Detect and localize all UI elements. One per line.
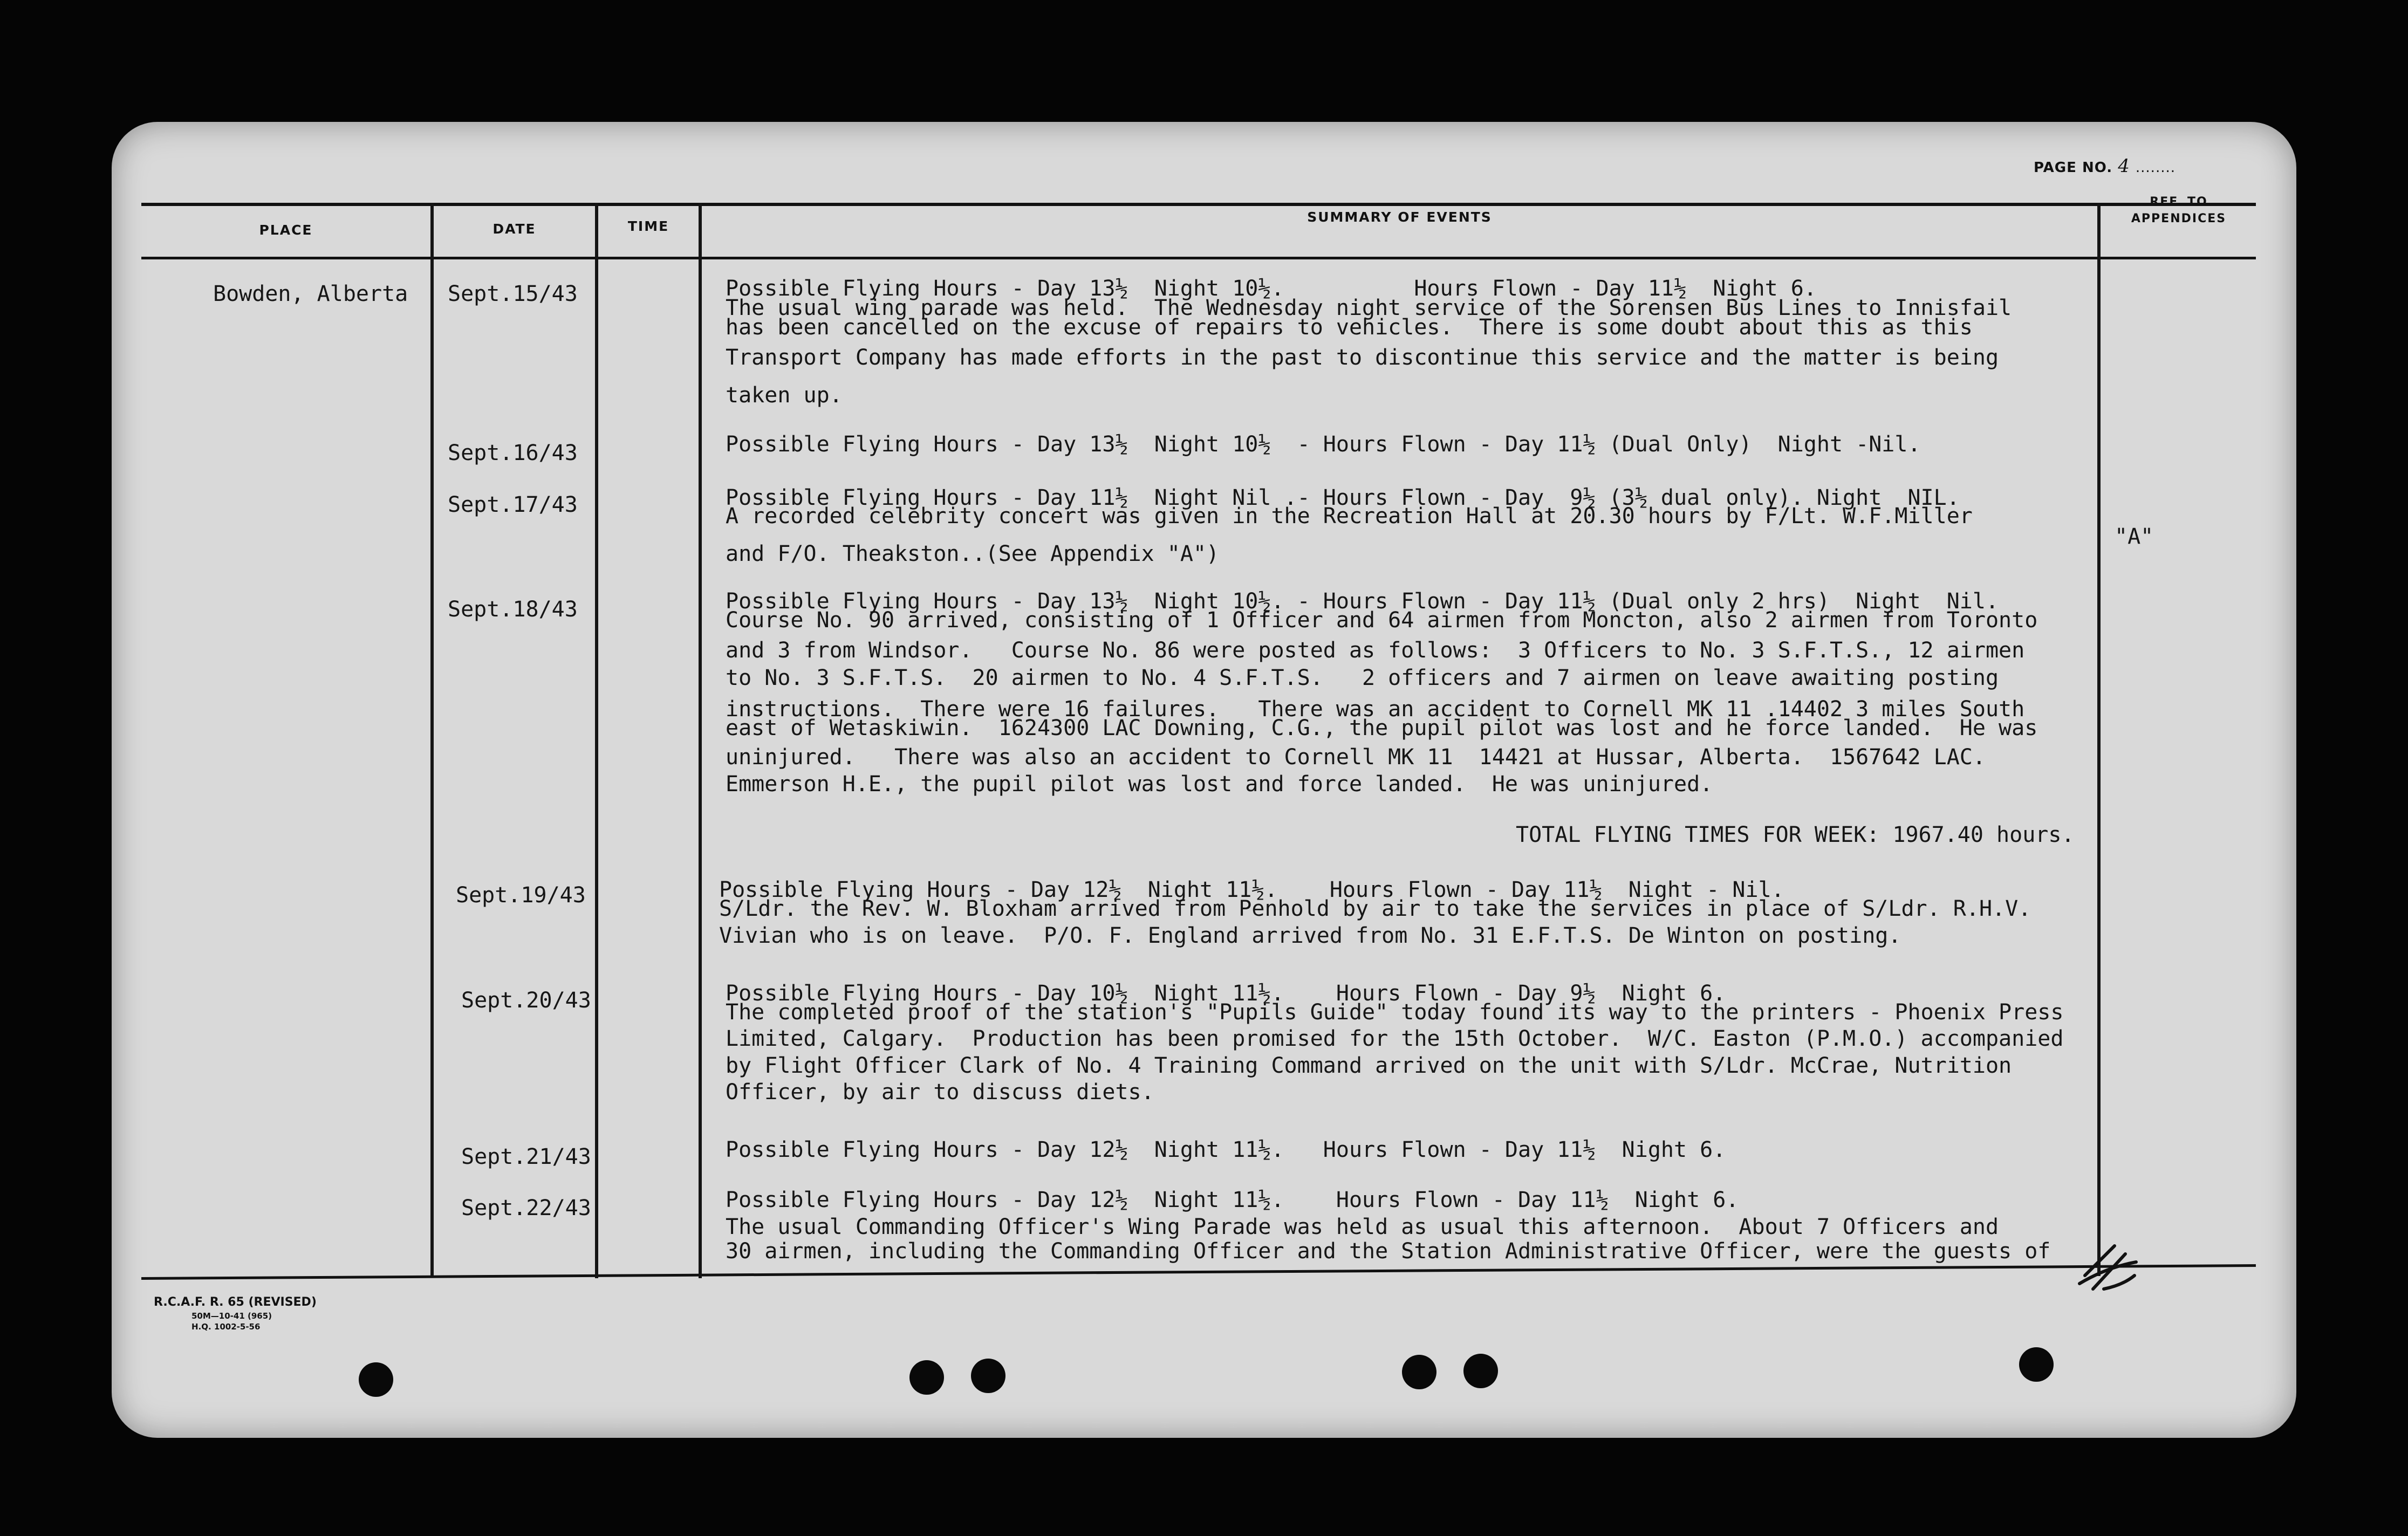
date-cell: Sept.15/43 [448,282,578,306]
header-date: DATE [492,221,536,237]
entry-line: to No. 3 S.F.T.S. 20 airmen to No. 4 S.F.T.S. 2 officers and 7 airmen on leave awaiting posting [726,666,1999,690]
entry-line: Transport Company has made efforts in the past to discontinue this service and the matter is being [726,345,1999,370]
entry-line: has been cancelled on the excuse of repairs to vehicles. There is some doubt about this as this [726,315,1973,340]
entry-line: Possible Flying Hours - Day 13½ Night 10½ - Hours Flown - Day 11½ (Dual Only) Night -Nil. [726,432,1921,457]
header-summary: SUMMARY OF EVENTS [1307,209,1492,225]
weekly-total: TOTAL FLYING TIMES FOR WEEK: 1967.40 hours. [1516,822,2075,847]
punch-hole [1463,1354,1498,1388]
place-cell: Bowden, Alberta [213,282,408,306]
page-number: 4 [2118,155,2130,177]
punch-hole [971,1359,1005,1393]
entry-line: Officer, by air to discuss diets. [726,1080,1154,1105]
page-label: PAGE NO. [2034,160,2113,176]
entry-line: uninjured. There was also an accident to Cornell MK 11 14421 at Hussar, Alberta. 1567642 LAC. [726,745,1986,770]
punch-hole [1402,1355,1436,1389]
entry-line: Vivian who is on leave. P/O. F. England arrived from No. 31 E.F.T.S. De Winton on posting. [719,923,1901,948]
header-place: PLACE [259,222,313,238]
table-top-rule [141,203,2256,206]
date-cell: Sept.19/43 [456,883,586,908]
entry-line: Possible Flying Hours - Day 11½ Night Nil .- Hours Flown - Day 9½ (3½ dual only). Night NIL. [726,485,1960,510]
entry-line: Possible Flying Hours - Day 12½ Night 11½. Hours Flown - Day 11½ Night - Nil. [719,877,1784,902]
column-divider-date-time [595,203,598,1278]
date-cell: Sept.18/43 [448,597,578,622]
column-divider-place-date [430,203,434,1276]
entry-line: Course No. 90 arrived, consisting of 1 Officer and 64 airmen from Moncton, also 2 airmen from Toronto [726,608,2038,633]
form-id-line1: R.C.A.F. R. 65 (REVISED) [154,1295,317,1309]
entry-line: Limited, Calgary. Production has been promised for the 15th October. W/C. Easton (P.M.O.) accompanied [726,1026,2064,1051]
entry-line: S/Ldr. the Rev. W. Bloxham arrived from Penhold by air to take the services in place of S/Ldr. R.H.V. [719,896,2031,921]
entry-line: 30 airmen, including the Commanding Officer and the Station Administrative Officer, were the guests of [726,1239,2051,1264]
entry-line: and F/O. Theakston..(See Appendix "A") [726,541,1220,566]
header-time: TIME [627,218,669,234]
date-cell: Sept.17/43 [448,492,578,517]
header-ref-line1: REF. TO [2150,195,2208,209]
entry-line: The completed proof of the station's "Pupils Guide" today found its way to the printers - Phoenix Press [726,1000,2064,1025]
entry-line: Possible Flying Hours - Day 12½ Night 11½. Hours Flown - Day 11½ Night 6. [726,1137,1726,1162]
entry-line: Emmerson H.E., the pupil pilot was lost and force landed. He was uninjured. [726,772,1713,797]
handwritten-initials [2074,1238,2139,1297]
punch-hole [2019,1347,2054,1382]
appendix-reference: "A" [2115,524,2154,549]
entry-line: by Flight Officer Clark of No. 4 Training Command arrived on the unit with S/Ldr. McCrae, Nutrition [726,1053,2012,1078]
date-cell: Sept.20/43 [461,988,591,1013]
entry-line: Possible Flying Hours - Day 10½ Night 11½. Hours Flown - Day 9½ Night 6. [726,981,1726,1006]
date-cell: Sept.16/43 [448,441,578,465]
entry-line: Possible Flying Hours - Day 12½ Night 11½. Hours Flown - Day 11½ Night 6. [726,1188,1739,1212]
entry-line: The usual Commanding Officer's Wing Parade was held as usual this afternoon. About 7 Officers and [726,1215,1999,1239]
header-bottom-rule [141,257,2256,259]
entry-line: instructions. There were 16 failures. There was an accident to Cornell MK 11 .14402 3 miles South [726,697,2025,722]
entry-line: A recorded celebrity concert was given in the Recreation Hall at 20.30 hours by F/Lt. W.F.Miller [726,504,1973,529]
entry-line: Possible Flying Hours - Day 13½ Night 10½. Hours Flown - Day 11½ Night 6. [726,276,1817,301]
entry-line: taken up. [726,383,843,408]
punch-hole [909,1360,944,1395]
entry-line: and 3 from Windsor. Course No. 86 were posted as follows: 3 Officers to No. 3 S.F.T.S., 12 airmen [726,638,2025,663]
form-id-line3: H.Q. 1002-5-56 [191,1321,261,1332]
entry-line: Possible Flying Hours - Day 13½ Night 10½. - Hours Flown - Day 11½ (Dual only 2 hrs) Night Nil. [726,589,1999,614]
form-identifier [154,1294,317,1332]
page-number-dots: ........ [2135,160,2176,176]
date-cell: Sept.22/43 [461,1196,591,1220]
entry-line: east of Wetaskiwin. 1624300 LAC Downing, C.G., the pupil pilot was lost and he force landed. He was [726,716,2038,740]
form-id-line2: 50M—10-41 (965) [191,1311,272,1321]
column-divider-summary-ref [2097,203,2101,1276]
date-cell: Sept.21/43 [461,1144,591,1169]
punch-hole [359,1362,393,1397]
column-divider-time-summary [699,203,702,1278]
page-number-label [2034,155,2176,177]
header-ref-line2: APPENDICES [2131,212,2227,225]
entry-line: The usual wing parade was held. The Wednesday night service of the Sorensen Bus Lines to Innisfail [726,296,2012,320]
